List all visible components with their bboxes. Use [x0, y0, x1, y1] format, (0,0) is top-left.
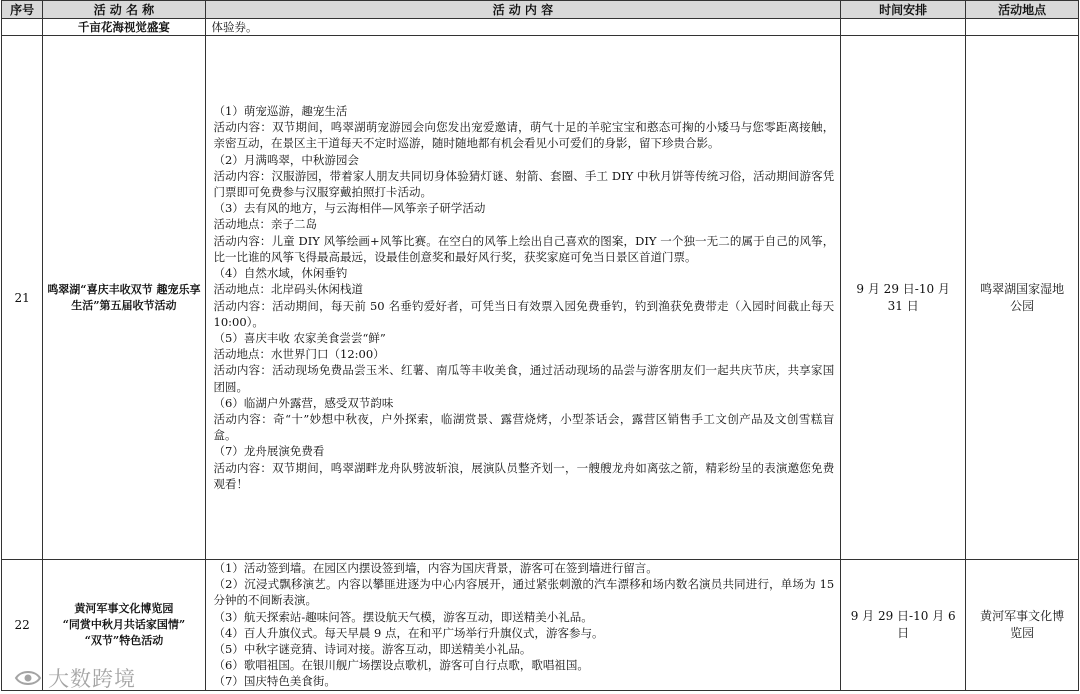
activity-content	[205, 36, 841, 560]
header-time: 时间安排	[841, 1, 966, 19]
continuation-no	[2, 19, 43, 36]
content-line: 活动内容：儿童 DIY 风筝绘画+风筝比赛。在空白的风筝上绘出自己喜欢的图案，DIY 一个独一无二的属于自己的风筝，比一比谁的风筝飞得最高最远，设最佳创意奖和最好风行奖，获奖家庭可免当日景区首道门票。	[213, 233, 835, 264]
content-line: （5）中秋字谜竞猜、诗词对接。游客互动，即送精美小礼品。	[213, 642, 532, 657]
content-line: （7）国庆特色美食街。	[213, 674, 336, 689]
continuation-name: 千亩花海视觉盛宴	[43, 19, 205, 36]
content-line: （2）沉浸式飘移演艺。内容以攀匪进逐为中心内容展开，通过紧张刺激的汽车漂移和场内数名演员共同进行，单场为 15 分钟的不间断表演。	[213, 577, 835, 608]
content-line: 活动内容：活动期间，每天前 50 名垂钓爱好者，可凭当日有效票入园免费垂钓，钓到渔获免费带走（入园时间截止每天 10:00）。	[213, 298, 835, 329]
activity-name-line: 黄河军事文化博览园	[74, 601, 174, 615]
content-line: 活动地点：水世界门口（12:00）	[213, 347, 385, 362]
activity-name-line: “同赏中秋月共话家国情”	[62, 617, 186, 631]
activity-time: 9 月 29 日-10 月 31 日	[841, 36, 966, 560]
activity-place: 黄河军事文化博览园	[966, 560, 1079, 691]
content-line: （3）去有风的地方，与云海相伴—风筝亲子研学活动	[213, 201, 486, 216]
header-content: 活 动 内 容	[205, 1, 841, 19]
content-line: 活动内容：双节期间，鸣翠湖畔龙舟队劈波斩浪，展演队员整齐划一，一艘艘龙舟如离弦之箭，精彩纷呈的表演邀您免费观看！	[213, 460, 835, 491]
activity-table	[1, 0, 1079, 691]
content-line: 活动内容：汉服游园，带着家人朋友共同切身体验猜灯谜、射箭、套圈、手工 DIY 中秋月饼等传统习俗，活动期间游客凭门票即可免费参与汉服穿戴拍照打卡活动。	[213, 168, 835, 200]
eye-logo-icon	[14, 667, 42, 689]
activity-name: 鸣翠湖“喜庆丰收双节 趣宠乐享生活”第五届收节活动	[43, 36, 205, 560]
header-no: 序号	[2, 1, 43, 19]
continuation-time	[841, 19, 966, 36]
continuation-place	[966, 19, 1079, 36]
watermark-text: 大数跨境	[48, 667, 136, 691]
row-number: 21	[2, 36, 43, 560]
activity-name-line: “双节”特色活动	[84, 633, 164, 647]
content-line: （6）歌唱祖国。在银川舰广场摆设点歌机，游客可自行点歌，歌唱祖国。	[213, 658, 589, 673]
content-line: （5）喜庆丰收 农家美食尝尝“鲜”	[213, 330, 386, 345]
header-name: 活 动 名 称	[43, 1, 205, 19]
watermark	[14, 663, 136, 693]
content-line: （4）自然水域，休闲垂钓	[213, 266, 348, 281]
content-line: （1）萌宠巡游，趣宠生活	[213, 104, 348, 119]
content-line: （1）活动签到墙。在园区内摆设签到墙，内容为国庆背景，游客可在签到墙进行留言。	[213, 561, 658, 575]
table-row	[2, 560, 1079, 691]
content-line: （2）月满鸣翠，中秋游园会	[213, 152, 359, 167]
content-line: 活动地点：北岸码头休闲栈道	[213, 282, 363, 297]
content-line: 活动内容：奇“十”妙想中秋夜，户外探索，临湖赏景、露营烧烤，小型茶话会，露营区销售手工文创产品及文创雪糕盲盒。	[213, 411, 835, 443]
row-number: 22	[2, 560, 43, 691]
content-line: （4）百人升旗仪式。每天早晨 9 点，在和平广场举行升旗仪式，游客参与。	[213, 625, 604, 640]
content-line: 活动地点：亲子二岛	[213, 217, 317, 232]
continuation-row	[2, 19, 1079, 36]
content-line: 活动内容：活动现场免费品尝玉米、红薯、南瓜等丰收美食，通过活动现场的品尝与游客朋友们一起共庆节庆，共享家国团圆。	[213, 363, 835, 394]
header-place: 活动地点	[966, 1, 1079, 19]
content-line: （6）临湖户外露营，感受双节韵味	[213, 395, 394, 410]
activity-content	[205, 560, 841, 691]
content-line: （7）龙舟展演免费看	[213, 444, 325, 459]
header-row	[2, 1, 1079, 19]
content-line: （3）航天探索站-趣味问答。摆设航天气模，游客互动，即送精美小礼品。	[213, 609, 593, 624]
table-row	[2, 36, 1079, 560]
continuation-content: 体验券。	[205, 19, 841, 36]
content-line: 活动内容：双节期间，鸣翠湖萌宠游园会向您发出宠爱邀请，萌气十足的羊驼宝宝和憨态可掬的小矮马与您零距离接触，亲密互动，在景区主干道每天不定时巡游，随时随地都有机会看见小可爱们的身影，留下珍贵合影。	[213, 120, 835, 151]
activity-time: 9 月 29 日-10 月 6 日	[841, 560, 966, 691]
activity-place: 鸣翠湖国家湿地公园	[966, 36, 1079, 560]
